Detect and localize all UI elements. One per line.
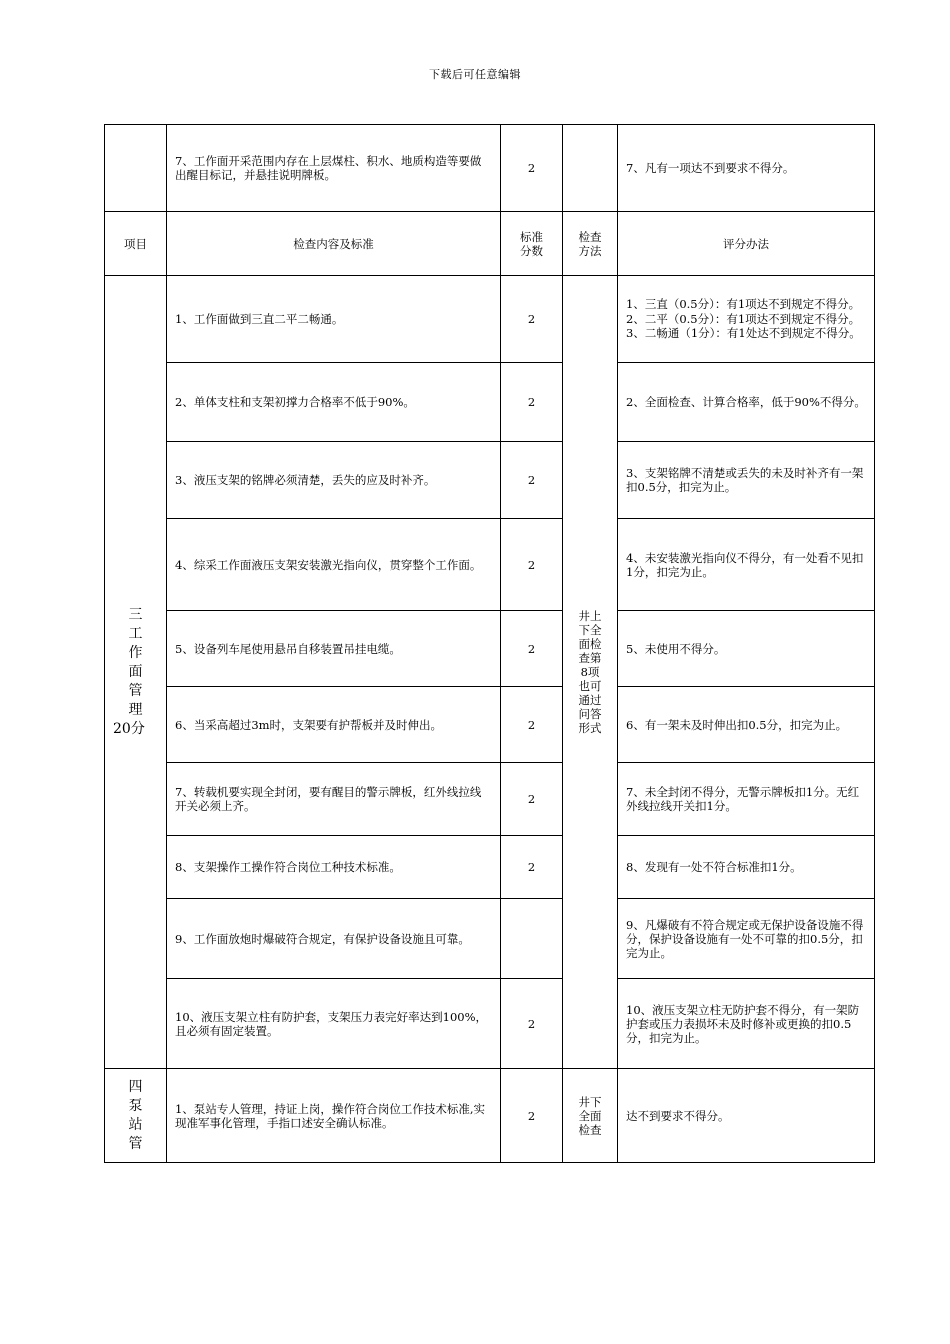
content-cell: 4、综采工作面液压支架安装激光指向仪，贯穿整个工作面。 bbox=[167, 519, 501, 611]
table-row bbox=[105, 687, 875, 763]
rule-cell: 8、发现有一处不符合标准扣1分。 bbox=[618, 836, 875, 899]
header-rule: 评分办法 bbox=[618, 212, 875, 276]
rule-cell: 10、液压支架立柱无防护套不得分，有一架防护套或压力表损坏未及时修补或更换的扣0.5分，扣完为止。 bbox=[618, 979, 875, 1069]
empty-item-cell bbox=[105, 125, 167, 212]
section3-points: 20分 bbox=[113, 721, 145, 737]
table-row bbox=[105, 979, 875, 1069]
score-cell bbox=[501, 899, 563, 979]
rule-cell: 3、支架铭牌不清楚或丢失的未及时补齐有一架扣0.5分，扣完为止。 bbox=[618, 442, 875, 519]
table-row bbox=[105, 519, 875, 611]
score-cell: 2 bbox=[501, 763, 563, 836]
table-row bbox=[105, 763, 875, 836]
rule-cell: 1、三直（0.5分）：有1项达不到规定不得分。 2、二平（0.5分）：有1项达不到规定不得分。 3、二畅通（1分）：有1处达不到规定不得分。 bbox=[618, 276, 875, 363]
section4-method-cell bbox=[563, 1069, 618, 1163]
score-cell: 2 bbox=[501, 611, 563, 687]
section3-title-cell bbox=[105, 276, 167, 1069]
score-cell: 2 bbox=[501, 687, 563, 763]
rule-cell: 2、全面检查、计算合格率，低于90%不得分。 bbox=[618, 363, 875, 442]
section4-title: 四泵站管 bbox=[128, 1078, 143, 1152]
header-item: 项目 bbox=[105, 212, 167, 276]
table-row bbox=[105, 363, 875, 442]
score-cell: 2 bbox=[501, 836, 563, 899]
table-row bbox=[105, 442, 875, 519]
section4-method: 井下全面检查 bbox=[578, 1094, 602, 1137]
empty-method-cell bbox=[563, 125, 618, 212]
table-row bbox=[105, 899, 875, 979]
rule-cell: 6、有一架未及时伸出扣0.5分，扣完为止。 bbox=[618, 687, 875, 763]
table-row bbox=[105, 836, 875, 899]
header-method: 检查方法 bbox=[563, 212, 618, 276]
score-cell: 2 bbox=[501, 363, 563, 442]
content-cell: 7、工作面开采范围内存在上层煤柱、积水、地质构造等要做出醒目标记，并悬挂说明牌板。 bbox=[167, 125, 501, 212]
header-row bbox=[105, 212, 875, 276]
content-cell: 9、工作面放炮时爆破符合规定，有保护设备设施且可靠。 bbox=[167, 899, 501, 979]
content-cell: 3、液压支架的铭牌必须清楚，丢失的应及时补齐。 bbox=[167, 442, 501, 519]
table-row bbox=[105, 1069, 875, 1163]
content-cell: 1、泵站专人管理，持证上岗，操作符合岗位工作技术标准,实现准军事化管理，手指口述安全确认标准。 bbox=[167, 1069, 501, 1163]
score-cell: 2 bbox=[501, 519, 563, 611]
score-cell: 2 bbox=[501, 276, 563, 363]
content-cell: 6、当采高超过3m时，支架要有护帮板并及时伸出。 bbox=[167, 687, 501, 763]
score-cell: 2 bbox=[501, 125, 563, 212]
score-cell: 2 bbox=[501, 979, 563, 1069]
rule-cell: 7、凡有一项达不到要求不得分。 bbox=[618, 125, 875, 212]
rule-cell: 4、未安装激光指向仪不得分，有一处看不见扣1分，扣完为止。 bbox=[618, 519, 875, 611]
content-cell: 1、工作面做到三直二平二畅通。 bbox=[167, 276, 501, 363]
header-note: 下载后可任意编辑 bbox=[429, 68, 521, 81]
content-cell: 10、液压支架立柱有防护套，支架压力表完好率达到100%，且必须有固定装置。 bbox=[167, 979, 501, 1069]
rule-cell: 5、未使用不得分。 bbox=[618, 611, 875, 687]
content-cell: 8、支架操作工操作符合岗位工种技术标准。 bbox=[167, 836, 501, 899]
section3-method-cell bbox=[563, 276, 618, 1069]
content-cell: 5、设备列车尾使用悬吊自移装置吊挂电缆。 bbox=[167, 611, 501, 687]
score-cell: 2 bbox=[501, 442, 563, 519]
section3-title: 三工作面管理 bbox=[128, 607, 143, 718]
content-cell: 2、单体支柱和支架初撑力合格率不低于90%。 bbox=[167, 363, 501, 442]
header-content: 检查内容及标准 bbox=[167, 212, 501, 276]
header-score: 标准分数 bbox=[501, 212, 563, 276]
rule-cell: 达不到要求不得分。 bbox=[618, 1069, 875, 1163]
section4-title-cell bbox=[105, 1069, 167, 1163]
rule-cell: 9、凡爆破有不符合规定或无保护设备设施不得分，保护设备设施有一处不可靠的扣0.5分，扣完为止。 bbox=[618, 899, 875, 979]
section3-method: 井上下全面检查第8项也可通过问答形式 bbox=[578, 609, 602, 735]
score-cell: 2 bbox=[501, 1069, 563, 1163]
rule-cell: 7、未全封闭不得分，无警示牌板扣1分。无红外线拉线开关扣1分。 bbox=[618, 763, 875, 836]
table-row bbox=[105, 611, 875, 687]
content-cell: 7、转载机要实现全封闭，要有醒目的警示牌板，红外线拉线开关必须上齐。 bbox=[167, 763, 501, 836]
inspection-table bbox=[104, 124, 875, 1163]
table-row bbox=[105, 125, 875, 212]
table-row bbox=[105, 276, 875, 363]
